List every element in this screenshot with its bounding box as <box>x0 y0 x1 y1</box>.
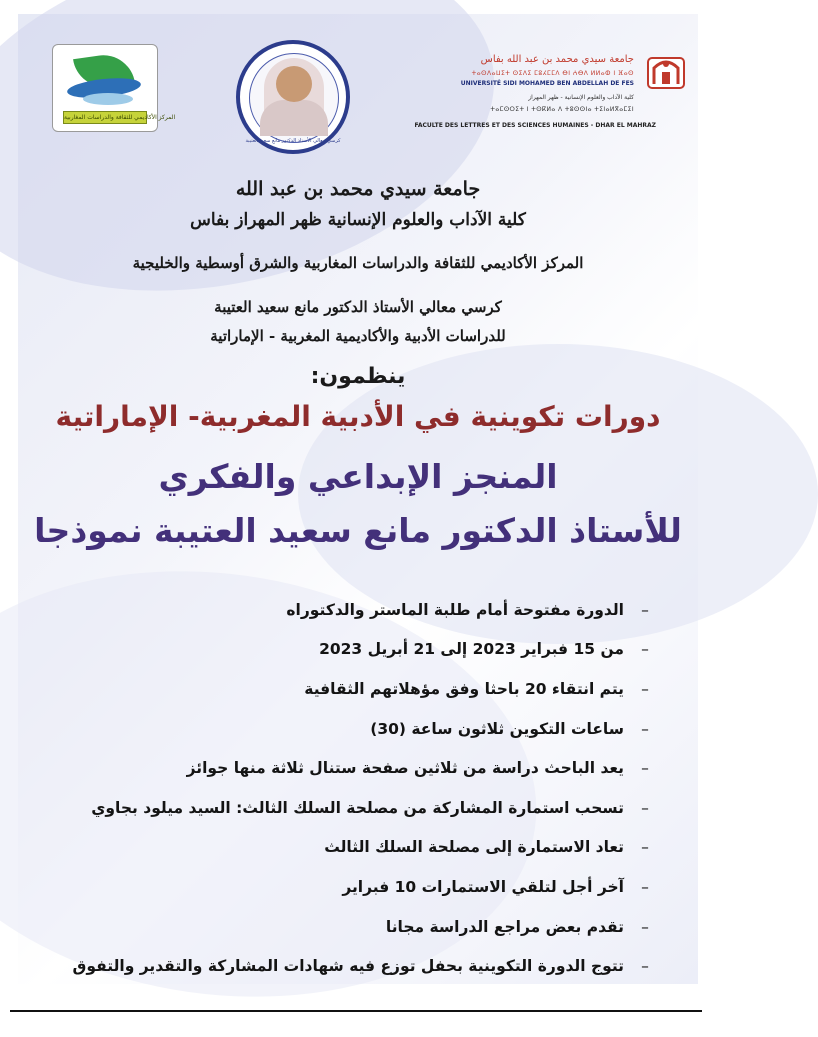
list-item-text: من 15 فبراير 2023 إلى 21 أبريل 2023 <box>319 640 624 659</box>
list-item-text: آخر أجل لتلقي الاستمارات 10 فبراير <box>342 877 624 896</box>
organize-heading: ينظمون: <box>310 364 406 389</box>
faculty-name-fr: FACULTE DES LETTRES ET DES SCIENCES HUMAINES - DHAR EL MAHRAZ <box>414 122 656 129</box>
logo-band-text: المركز الأكاديمي للثقافة والدراسات المغاربية <box>63 111 147 124</box>
list-item-text: تسحب استمارة المشاركة من مصلحة السلك الثالث: السيد ميلود بجاوي <box>91 798 624 817</box>
list-item-text: يتم انتقاء 20 باحثا وفق مؤهلاتهم الثقافية <box>304 679 624 698</box>
bullet-marker: – <box>641 600 649 619</box>
header-center: المركز الأكاديمي للثقافة والدراسات المغاربية والشرق أوسطية والخليجية <box>132 254 584 272</box>
bullet-marker: – <box>641 640 649 659</box>
title-line2: المنجز الإبداعي والفكري <box>158 457 558 496</box>
university-name-tifinagh: ⵜⴰⵙⴷⴰⵡⵉⵜ ⵙⵉⴷⵉ ⵎⵓⵃⵎⵎⴷ ⴱⵏ ⵄⴱⴷ ⵍⵍⴰⵀ ⵏ ⴼⴰⵙ <box>471 70 634 77</box>
list-item-text: يعد الباحث دراسة من ثلاثين صفحة ستنال ثلاثة منها جوائز <box>186 759 624 778</box>
details-list <box>34 590 654 986</box>
university-name-ar: جامعة سيدي محمد بن عبد الله بفاس <box>480 54 634 65</box>
list-item <box>34 590 654 630</box>
faculty-name-ar: كلية الآداب والعلوم الإنسانية - ظهر المهراز <box>528 94 634 101</box>
portrait-seal-icon <box>249 53 339 143</box>
title-line1: دورات تكوينية في الأدبية المغربية- الإماراتية <box>55 400 661 433</box>
bullet-marker: – <box>641 877 649 896</box>
list-item-text: تتوج الدورة التكوينية بحفل توزع فيه شهادات المشاركة والتقدير والتفوق <box>72 957 624 976</box>
bullet-marker: – <box>641 719 649 738</box>
bullet-marker: – <box>641 917 649 936</box>
bullet-marker: – <box>641 957 649 976</box>
list-item <box>34 907 654 947</box>
faculty-name-tifinagh: ⵜⴰⵎⵙⵔⵉⵜ ⵏ ⵜⵙⴽⵍⴰ ⴷ ⵜⵓⵙⵙⵏⴰ ⵜⵉⵏⴰⵍⴳⴰⵎⵉⵏ <box>490 106 634 113</box>
bullet-marker: – <box>641 759 649 778</box>
list-item <box>34 630 654 670</box>
list-item <box>34 748 654 788</box>
header-faculty: كلية الآداب والعلوم الإنسانية ظهر المهراز بفاس <box>190 210 526 230</box>
list-item <box>34 709 654 749</box>
title-line3: للأستاذ الدكتور مانع سعيد العتيبة نموذجا <box>34 511 682 550</box>
header-university: جامعة سيدي محمد بن عبد الله <box>235 178 481 200</box>
list-item-text: ساعات التكوين ثلاثون ساعة (30) <box>370 719 624 738</box>
academic-center-logo <box>52 44 176 132</box>
chair-seal <box>236 40 350 154</box>
bullet-marker: – <box>641 679 649 698</box>
university-emblem-icon <box>642 48 690 96</box>
bullet-marker: – <box>641 798 649 817</box>
bullet-marker: – <box>641 838 649 857</box>
list-item-text: تقدم بعض مراجع الدراسة مجانا <box>385 917 624 936</box>
bottom-divider <box>10 1010 702 1012</box>
header-chair-line1: كرسي معالي الأستاذ الدكتور مانع سعيد العتيبة <box>214 298 502 316</box>
header-chair-line2: للدراسات الأدبية والأكاديمية المغربية - الإماراتية <box>210 327 506 345</box>
seal-ring-text: كرسي معالي الأستاذ الدكتور مانع سعيد العتيبة <box>245 138 341 144</box>
list-item-text: تعاد الاستمارة إلى مصلحة السلك الثالث <box>324 838 624 857</box>
list-item <box>34 669 654 709</box>
list-item <box>34 828 654 868</box>
list-item-text: الدورة مفتوحة أمام طلبة الماستر والدكتوراه <box>286 600 624 619</box>
university-name-fr: UNIVERSITÉ SIDI MOHAMED BEN ABDELLAH DE FES <box>460 80 634 87</box>
poster <box>18 14 698 984</box>
list-item <box>34 867 654 907</box>
university-logo-block <box>360 40 696 130</box>
list-item <box>34 788 654 828</box>
list-item <box>34 946 654 986</box>
